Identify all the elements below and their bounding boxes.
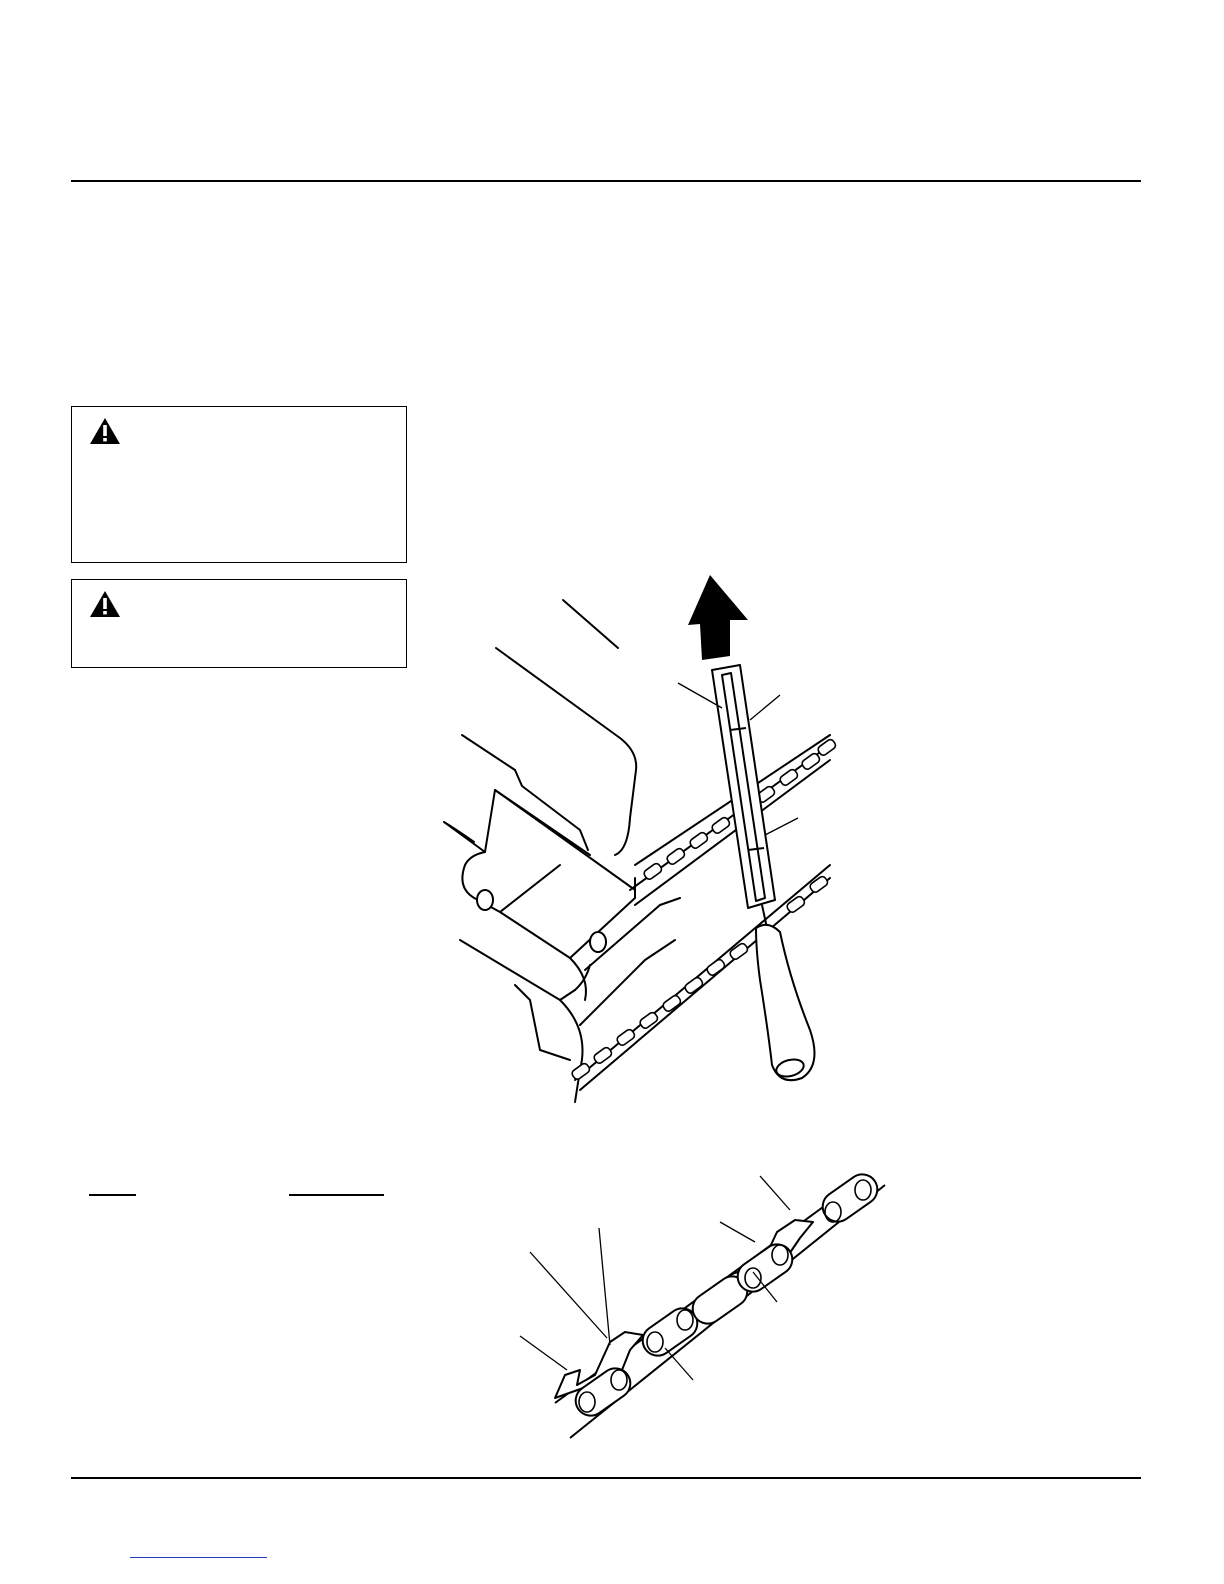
- chain-filing-illustration: [430, 560, 850, 1105]
- warning-triangle-icon: [89, 417, 121, 445]
- footer-link[interactable]: [130, 1556, 267, 1558]
- underlined-label-left: [89, 1194, 136, 1196]
- footer-rule: [71, 1477, 1141, 1479]
- warning-triangle-icon: [89, 590, 121, 618]
- warning-box-2: [71, 579, 407, 668]
- underlined-label-right: [289, 1194, 384, 1196]
- header-rule: [71, 180, 1141, 182]
- warning-box-1: [71, 406, 407, 563]
- chain-cutter-detail-illustration: [515, 1170, 890, 1440]
